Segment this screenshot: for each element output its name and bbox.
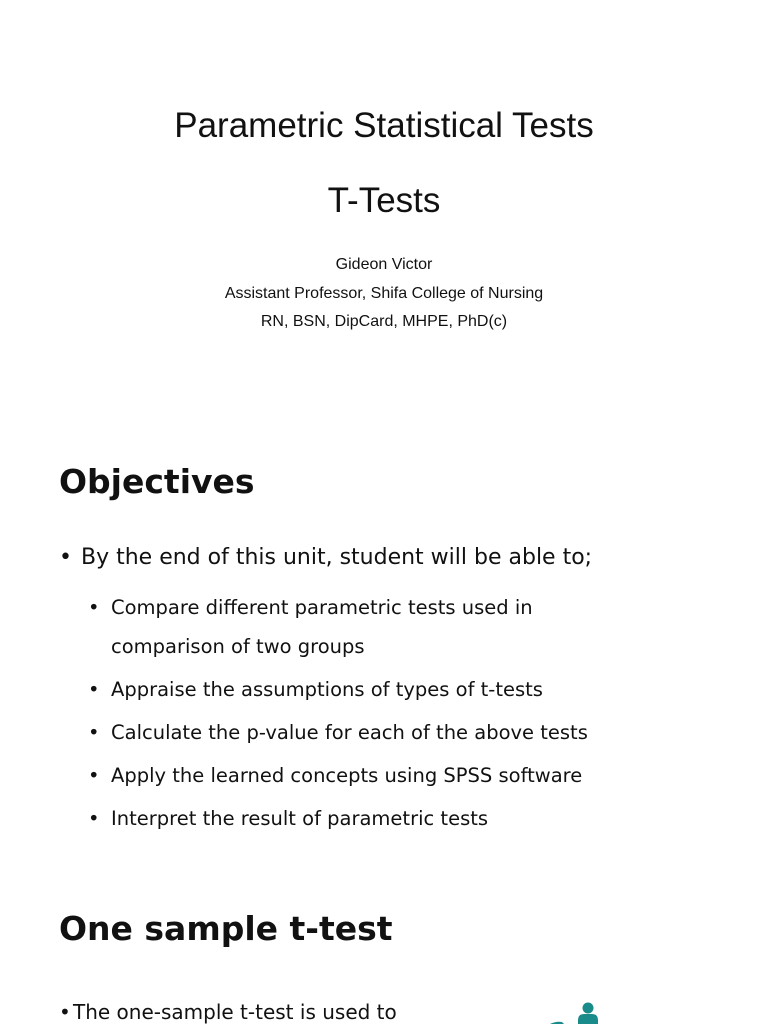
objectives-list <box>88 588 728 842</box>
bullet-glyph: • <box>88 678 100 701</box>
person-icon <box>540 998 610 1024</box>
author-role: Assistant Professor, Shifa College of Nursing <box>224 285 544 302</box>
bullet-glyph: • <box>88 807 100 830</box>
list-item <box>88 588 728 666</box>
list-item-text: Appraise the assumptions of types of t-tests <box>111 678 543 701</box>
bullet-glyph: • <box>88 764 100 787</box>
person-icon-head <box>583 1003 594 1014</box>
one-sample-bullet-text: The one-sample t-test is used to <box>73 1000 397 1024</box>
page-title: Parametric Statistical Tests <box>174 106 594 145</box>
objectives-intro-text: By the end of this unit, student will be able to; <box>81 545 593 570</box>
list-item <box>88 756 728 795</box>
list-item-text: Compare different parametric tests used in comparison of two groups <box>111 596 533 658</box>
list-item <box>88 799 728 838</box>
list-item <box>88 713 728 752</box>
list-item-text: Calculate the p-value for each of the above tests <box>111 721 588 744</box>
list-item <box>88 670 728 709</box>
objectives-heading: Objectives <box>59 462 255 501</box>
bullet-glyph: • <box>88 721 100 744</box>
bullet-glyph: • <box>88 596 100 619</box>
author-name: Gideon Victor <box>335 256 433 273</box>
page-subtitle: T-Tests <box>327 181 441 220</box>
list-item-text: Interpret the result of parametric tests <box>111 807 489 830</box>
person-icon-body <box>578 1014 598 1024</box>
list-item-text: Apply the learned concepts using SPSS software <box>111 764 583 787</box>
one-sample-heading: One sample t-test <box>59 909 393 948</box>
bullet-glyph: • <box>59 1000 71 1024</box>
bullet-glyph: • <box>59 545 72 570</box>
author-credentials: RN, BSN, DipCard, MHPE, PhD(c) <box>260 313 508 330</box>
